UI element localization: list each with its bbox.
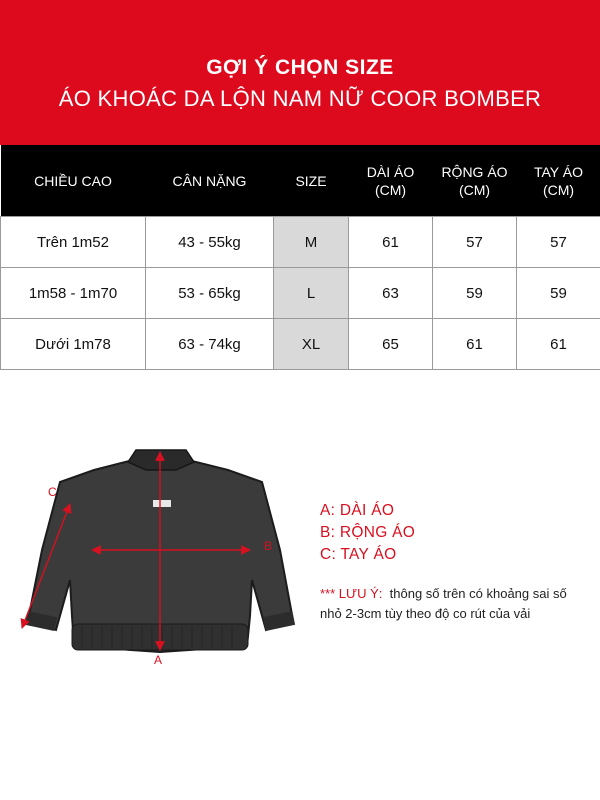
column-header-weight: CÂN NẶNG — [146, 145, 274, 217]
measure-label-a: A — [154, 653, 163, 667]
column-header-length: DÀI ÁO (CM) — [349, 145, 433, 217]
jacket-illustration — [0, 430, 310, 680]
legend-item-b: B: RỘNG ÁO — [320, 524, 416, 541]
header-banner — [0, 0, 600, 145]
cell-width: 57 — [433, 217, 517, 268]
size-table — [0, 145, 600, 370]
measure-label-b: B — [264, 539, 273, 553]
page-subtitle: ÁO KHOÁC DA LỘN NAM NỮ COOR BOMBER — [58, 86, 542, 111]
cell-sleeve: 61 — [517, 319, 600, 370]
cell-height: 1m58 - 1m70 — [1, 268, 146, 319]
column-header-size: SIZE — [274, 145, 349, 217]
table-row — [1, 319, 600, 370]
cell-size: XL — [274, 319, 349, 370]
table-row — [1, 217, 600, 268]
cell-weight: 63 - 74kg — [146, 319, 274, 370]
jacket-back-label-shape — [153, 500, 171, 507]
cell-length: 61 — [349, 217, 433, 268]
column-header-height: CHIỀU CAO — [1, 145, 146, 217]
note-prefix: *** LƯU Ý: — [320, 586, 383, 601]
cell-weight: 53 - 65kg — [146, 268, 274, 319]
measure-label-c: C — [48, 485, 57, 499]
cell-weight: 43 - 55kg — [146, 217, 274, 268]
legend-item-a: A: DÀI ÁO — [320, 502, 395, 519]
cell-height: Trên 1m52 — [1, 217, 146, 268]
page-title: GỢI Ý CHỌN SIZE — [206, 56, 394, 79]
size-note — [320, 584, 590, 624]
column-header-width: RỘNG ÁO (CM) — [433, 145, 517, 217]
column-header-sleeve: TAY ÁO (CM) — [517, 145, 600, 217]
cell-length: 65 — [349, 319, 433, 370]
table-row — [1, 268, 600, 319]
jacket-diagram — [0, 430, 310, 680]
cell-size: M — [274, 217, 349, 268]
cell-length: 63 — [349, 268, 433, 319]
cell-sleeve: 57 — [517, 217, 600, 268]
table-header-row — [1, 145, 600, 217]
note-text: thông số trên có khoảng sai số nhỏ 2-3cm tùy theo độ co rút của vải — [320, 586, 567, 621]
cell-width: 61 — [433, 319, 517, 370]
measurement-legend — [320, 500, 590, 624]
cell-width: 59 — [433, 268, 517, 319]
legend-item-c: C: TAY ÁO — [320, 546, 397, 563]
cell-size: L — [274, 268, 349, 319]
cell-height: Dưới 1m78 — [1, 319, 146, 370]
cell-sleeve: 59 — [517, 268, 600, 319]
jacket-collar-shape — [128, 450, 194, 470]
